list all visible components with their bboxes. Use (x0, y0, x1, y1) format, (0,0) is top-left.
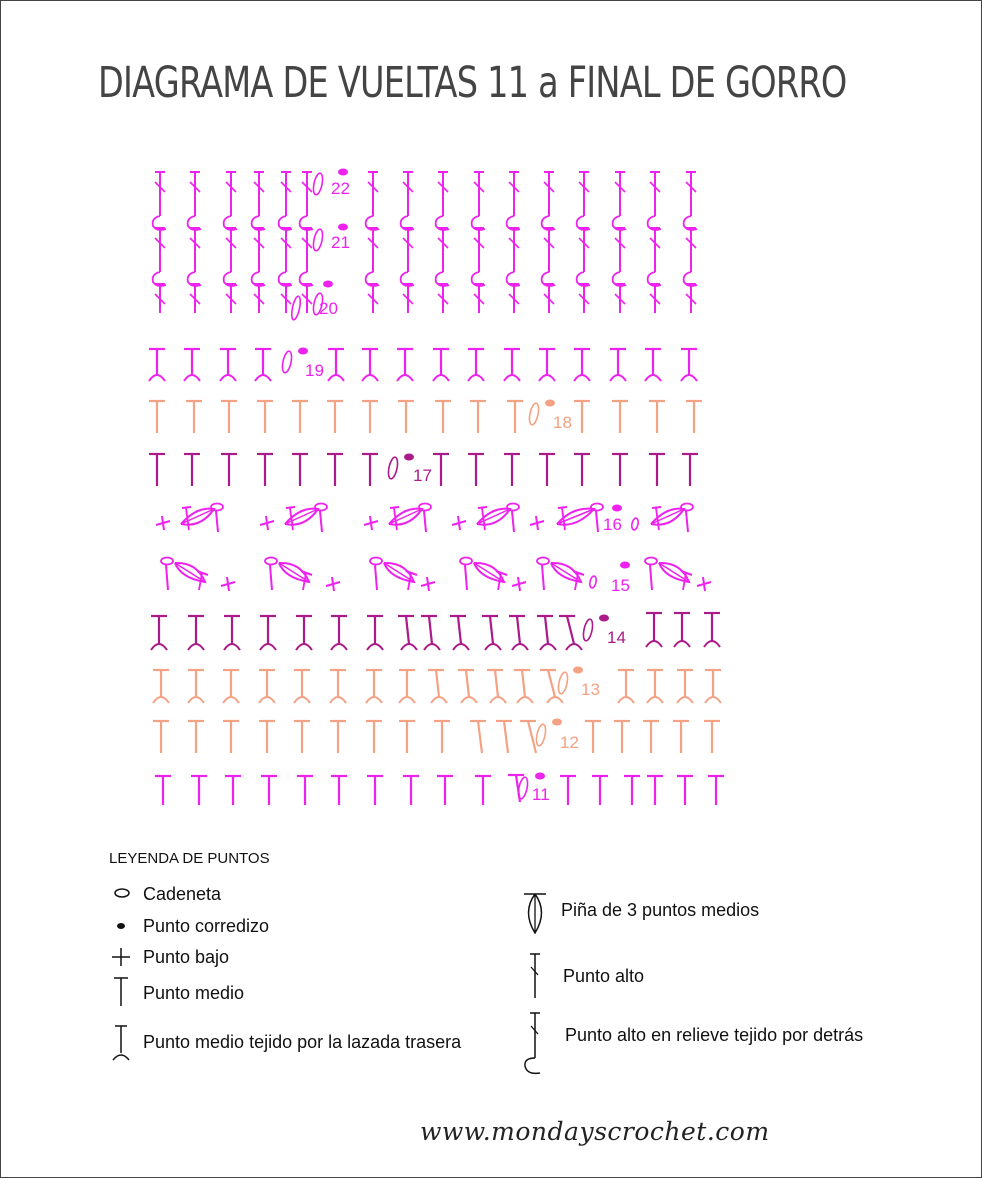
back-loop-arc (223, 697, 239, 703)
row-22 (153, 169, 697, 231)
stitch-post (429, 616, 432, 644)
chain-stitch (161, 558, 173, 565)
stitch-post (517, 616, 520, 644)
back-loop-arc (153, 697, 169, 703)
chain-stitch (517, 776, 529, 799)
legend-label-cadeneta: Cadeneta (143, 884, 222, 904)
half-double-icon (114, 978, 128, 1006)
back-loop-arc (330, 697, 346, 703)
legend-label-punto-medio-lazada: Punto medio tejido por la lazada trasera (143, 1032, 462, 1052)
chain-stitch (312, 228, 324, 251)
chain-stitch (312, 172, 324, 195)
chain-stitch (460, 558, 472, 565)
back-loop-arc (397, 375, 413, 381)
back-loop-arc (512, 644, 528, 650)
row-18 (149, 400, 702, 434)
stitch-post (512, 511, 514, 532)
row-number-label: 12 (560, 733, 579, 752)
legend-title: LEYENDA DE PUNTOS (109, 850, 270, 867)
back-loop-arc (113, 1055, 129, 1060)
back-loop-arc (645, 375, 661, 381)
stitch-post (166, 565, 168, 590)
back-loop-arc (517, 697, 533, 703)
stitch-post (522, 670, 525, 697)
legend-label-punto-bajo: Punto bajo (143, 947, 230, 967)
website-url[interactable]: www.mondayscrochet.com (420, 1117, 770, 1146)
slip-stitch (612, 505, 622, 512)
puff-top-bar (558, 507, 567, 508)
stitch-post (406, 616, 409, 644)
puff-stitch-icon (524, 894, 546, 933)
back-loop-arc (220, 375, 236, 381)
puff-top-bar (182, 507, 191, 508)
back-loop-arc (188, 644, 204, 650)
back-loop-arc (433, 375, 449, 381)
sc-bar-v (227, 577, 229, 591)
slip-stitch (620, 562, 630, 569)
back-loop-arc (401, 644, 417, 650)
chain-stitch (537, 558, 549, 565)
stitch-post (686, 511, 688, 532)
chain-stitch (528, 402, 540, 425)
back-loop-arc (566, 644, 582, 650)
stitch-post (320, 511, 322, 532)
stitch-post (542, 565, 544, 590)
stitch-post (270, 565, 272, 590)
back-post-double-icon (525, 1013, 540, 1073)
stitch-post (545, 616, 548, 644)
chain-stitch (281, 350, 293, 373)
back-loop-arc (574, 375, 590, 381)
row-number-label: 16 (603, 515, 622, 534)
back-loop-arc (367, 644, 383, 650)
row-number-label: 11 (532, 785, 550, 804)
slip-stitch (323, 281, 333, 288)
slip-stitch (404, 454, 414, 461)
slip-stitch (552, 719, 562, 726)
slip-stitch (338, 169, 348, 176)
legend-label-punto-medio: Punto medio (143, 983, 245, 1003)
back-loop-arc (539, 375, 555, 381)
back-loop-arc (618, 697, 634, 703)
back-loop-arc (259, 697, 275, 703)
puff-top-bar (652, 507, 661, 508)
back-loop-arc (547, 697, 563, 703)
back-loop-arc (704, 641, 720, 647)
back-loop-arc (296, 644, 312, 650)
legend-label-punto-alto: Punto alto (563, 966, 645, 986)
chain-stitch (557, 671, 569, 694)
chain-stitch (591, 504, 603, 511)
sc-bar-v (162, 516, 164, 530)
slip-stitch (545, 400, 555, 407)
stitch-post (424, 511, 426, 532)
stitch-post (548, 670, 555, 697)
row-15 (161, 558, 711, 596)
back-loop-arc (705, 697, 721, 703)
puff-top-bar (390, 507, 399, 508)
row-number-label: 18 (553, 413, 572, 432)
chain-stitch (631, 518, 639, 531)
row-number-label: 15 (611, 576, 630, 595)
stitch-post (466, 670, 469, 697)
stitch-post (495, 670, 498, 697)
back-loop-arc (331, 644, 347, 650)
puff-top-bar (286, 507, 295, 508)
sc-bar-v (536, 516, 538, 530)
slip-stitch-icon (117, 923, 125, 929)
back-loop-arc (485, 644, 501, 650)
slip-stitch (573, 667, 583, 674)
back-loop-arc (647, 697, 663, 703)
chain-stitch (645, 558, 657, 565)
back-loop-arc (431, 697, 447, 703)
slip-stitch (298, 348, 308, 355)
back-loop-arc (461, 697, 477, 703)
back-loop-arc (468, 375, 484, 381)
row-number-label: 13 (581, 680, 600, 699)
back-post-hook (525, 1058, 540, 1073)
sc-bar-v (427, 577, 429, 591)
stitch-post (216, 511, 218, 532)
legend-label-punto-alto-relieve: Punto alto en relieve tejido por detrás (565, 1025, 864, 1045)
back-loop-arc (366, 697, 382, 703)
puff-top-bar (478, 507, 487, 508)
row-11 (155, 773, 724, 806)
stitch-post (504, 721, 508, 753)
sc-bar-v (266, 516, 268, 530)
back-loop-arc (399, 697, 415, 703)
stitch-post (458, 616, 461, 644)
back-loop-arc (362, 375, 378, 381)
chain-stitch (290, 296, 302, 321)
chain-stitch (681, 504, 693, 511)
stitch-post (375, 565, 377, 590)
chain-stitch (589, 576, 597, 589)
back-loop-arc (674, 641, 690, 647)
row-number-label: 14 (607, 628, 626, 647)
single-crochet-icon (112, 948, 130, 966)
back-loop-arc (424, 644, 440, 650)
stitch-post (465, 565, 467, 590)
back-loop-arc (677, 697, 693, 703)
row-14 (151, 613, 720, 650)
stitch-post (478, 721, 482, 753)
slip-stitch (338, 224, 348, 231)
row-number-label: 21 (331, 233, 350, 252)
page-title: DIAGRAMA DE VUELTAS 11 a FINAL DE GORRO (98, 58, 847, 108)
stitch-post (650, 565, 652, 590)
chain-stitch (419, 504, 431, 511)
chain-stitch (507, 504, 519, 511)
stitch-post (490, 616, 493, 644)
chain-stitch (370, 558, 382, 565)
chain-stitch (211, 504, 223, 511)
legend-label-pina: Piña de 3 puntos medios (561, 900, 760, 920)
row-21 (153, 224, 697, 287)
chain-stitch (387, 456, 399, 479)
back-loop-arc (260, 644, 276, 650)
row-12 (153, 719, 720, 754)
sc-bar-v (518, 577, 520, 591)
back-loop-arc (646, 641, 662, 647)
row-number-label: 19 (305, 361, 324, 380)
sc-bar-v (370, 516, 372, 530)
back-loop-arc (610, 375, 626, 381)
back-loop-arc (453, 644, 469, 650)
stitch-post (596, 511, 598, 532)
sc-bar-v (332, 577, 334, 591)
back-loop-arc (504, 375, 520, 381)
chain-stitch (535, 723, 547, 746)
back-loop-arc (540, 644, 556, 650)
chain-stitch (315, 504, 327, 511)
back-loop-arc (294, 697, 310, 703)
back-loop-arc (490, 697, 506, 703)
stitch-post (436, 670, 439, 697)
stitch-post (528, 721, 536, 753)
back-loop-arc (328, 375, 344, 381)
row-19 (149, 348, 697, 382)
sc-bar-v (703, 577, 705, 591)
back-loop-arc (151, 644, 167, 650)
chain-stitch (265, 558, 277, 565)
row-16 (156, 504, 693, 535)
half-double-back-loop-icon (113, 1026, 129, 1060)
slip-stitch (599, 615, 609, 622)
sc-bar-v (458, 516, 460, 530)
row-13 (153, 667, 721, 704)
back-loop-arc (184, 375, 200, 381)
slip-stitch (535, 773, 545, 780)
legend-label-punto-corredizo: Punto corredizo (143, 916, 270, 936)
row-17 (149, 454, 698, 487)
row-20 (155, 281, 696, 321)
back-loop-arc (255, 375, 271, 381)
chain-icon (115, 889, 129, 897)
chain-stitch (582, 618, 594, 641)
back-loop-arc (224, 644, 240, 650)
row-number-label: 22 (331, 179, 350, 198)
double-crochet-icon (530, 954, 540, 998)
stitch-post (567, 616, 574, 644)
back-loop-arc (149, 375, 165, 381)
back-loop-arc (681, 375, 697, 381)
back-loop-arc (188, 697, 204, 703)
row-number-label: 17 (413, 466, 432, 485)
row-number-label: 20 (319, 299, 338, 318)
